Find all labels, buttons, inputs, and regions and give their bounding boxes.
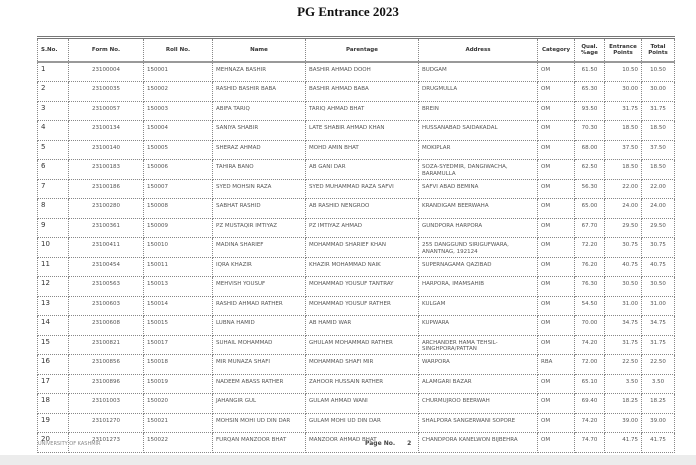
cell-address: SAFVI ABAD BEMINA — [419, 179, 538, 199]
cell-sno: 18 — [38, 394, 69, 414]
cell-entrance-points: 29.50 — [605, 218, 642, 238]
cell-parentage: AB HAMID WAR — [306, 316, 419, 336]
cell-form-no: 23100563 — [69, 277, 144, 297]
cell-address: SOZA-SYEDMIR, DANGIWACHA, BARAMULLA — [419, 160, 538, 180]
header-sno: S.No. — [38, 38, 69, 63]
cell-category: OM — [538, 199, 575, 219]
cell-qual-percentage: 56.30 — [575, 179, 605, 199]
cell-total-points: 30.50 — [642, 277, 675, 297]
cell-total-points: 22.50 — [642, 355, 675, 375]
cell-form-no: 23100186 — [69, 179, 144, 199]
cell-qual-percentage: 72.00 — [575, 355, 605, 375]
page-title: PG Entrance 2023 — [297, 4, 399, 19]
cell-form-no: 23100183 — [69, 160, 144, 180]
cell-total-points: 39.00 — [642, 413, 675, 433]
cell-sno: 20 — [38, 433, 69, 453]
cell-parentage: MOHD AMIN BHAT — [306, 140, 419, 160]
cell-total-points: 31.75 — [642, 101, 675, 121]
cell-address: HUSSANABAD SAIDAKADAL — [419, 121, 538, 141]
cell-total-points: 30.75 — [642, 238, 675, 258]
table-row — [38, 82, 675, 102]
cell-category: OM — [538, 394, 575, 414]
cell-sno: 13 — [38, 296, 69, 316]
cell-form-no: 23100821 — [69, 335, 144, 355]
cell-total-points: 30.00 — [642, 82, 675, 102]
cell-address: CHURMUJROO BEERWAH — [419, 394, 538, 414]
cell-roll-no: 150021 — [144, 413, 213, 433]
header-name: Name — [213, 38, 306, 63]
cell-form-no: 23100280 — [69, 199, 144, 219]
cell-form-no: 23101270 — [69, 413, 144, 433]
cell-address: BUDGAM — [419, 62, 538, 82]
cell-category: RBA — [538, 355, 575, 375]
cell-sno: 16 — [38, 355, 69, 375]
cell-total-points: 24.00 — [642, 199, 675, 219]
header-entrance-points: Entrance Points — [605, 38, 642, 63]
table-row — [38, 140, 675, 160]
cell-total-points: 3.50 — [642, 374, 675, 394]
footer-institution: UNIVERSITY OF KASHMIR — [38, 441, 101, 447]
cell-form-no: 23100856 — [69, 355, 144, 375]
cell-address: KRANDIGAM BEERWAHA — [419, 199, 538, 219]
cell-name: LUBNA HAMID — [213, 316, 306, 336]
cell-name: MEHNAZA BASHIR — [213, 62, 306, 82]
cell-category: OM — [538, 179, 575, 199]
header-category: Category — [538, 38, 575, 63]
cell-qual-percentage: 54.50 — [575, 296, 605, 316]
page-number-label — [365, 440, 411, 447]
cell-qual-percentage: 93.50 — [575, 101, 605, 121]
cell-name: SUHAIL MOHAMMAD — [213, 335, 306, 355]
cell-total-points: 29.50 — [642, 218, 675, 238]
cell-roll-no: 150002 — [144, 82, 213, 102]
cell-sno: 8 — [38, 199, 69, 219]
cell-name: IQRA KHAZIR — [213, 257, 306, 277]
page-number: 2 — [407, 440, 412, 447]
cell-address: ARCHANDER HAMA TEHSIL-SINGHPORA/PATTAN — [419, 335, 538, 355]
table-row — [38, 374, 675, 394]
cell-roll-no: 150017 — [144, 335, 213, 355]
cell-qual-percentage: 62.50 — [575, 160, 605, 180]
cell-entrance-points: 30.00 — [605, 82, 642, 102]
cell-address: MOKIPLAR — [419, 140, 538, 160]
cell-entrance-points: 18.25 — [605, 394, 642, 414]
cell-sno: 5 — [38, 140, 69, 160]
cell-category: OM — [538, 140, 575, 160]
cell-form-no: 23100035 — [69, 82, 144, 102]
cell-qual-percentage: 70.30 — [575, 121, 605, 141]
cell-name: TAHIRA BANO — [213, 160, 306, 180]
cell-total-points: 37.50 — [642, 140, 675, 160]
cell-address: SUPERNAGAMA QAZIBAD — [419, 257, 538, 277]
table-row — [38, 413, 675, 433]
cell-name: RASHID BASHIR BABA — [213, 82, 306, 102]
cell-name: PZ MUSTAQIR IMTIYAZ — [213, 218, 306, 238]
cell-address: SHALPORA SANGERWANI SOPORE — [419, 413, 538, 433]
header-address: Address — [419, 38, 538, 63]
cell-category: OM — [538, 316, 575, 336]
cell-roll-no: 150010 — [144, 238, 213, 258]
cell-qual-percentage: 76.20 — [575, 257, 605, 277]
cell-category: OM — [538, 82, 575, 102]
cell-roll-no: 150013 — [144, 277, 213, 297]
cell-form-no: 23100057 — [69, 101, 144, 121]
cell-entrance-points: 40.75 — [605, 257, 642, 277]
cell-qual-percentage: 70.00 — [575, 316, 605, 336]
cell-qual-percentage: 74.20 — [575, 413, 605, 433]
table-row — [38, 335, 675, 355]
cell-address: CHANDPORA KANELWON BIJBEHRA — [419, 433, 538, 453]
header-form-no: Form No. — [69, 38, 144, 63]
cell-parentage: MOHAMMAD SHARIEF KHAN — [306, 238, 419, 258]
cell-sno: 2 — [38, 82, 69, 102]
table-row — [38, 277, 675, 297]
cell-roll-no: 150011 — [144, 257, 213, 277]
cell-roll-no: 150018 — [144, 355, 213, 375]
cell-address: ALAMGARI BAZAR — [419, 374, 538, 394]
cell-parentage: MANZOOR AHMAD BHAT — [306, 433, 419, 453]
cell-category: OM — [538, 335, 575, 355]
cell-parentage: ZAHOOR HUSSAIN RATHER — [306, 374, 419, 394]
cell-entrance-points: 22.50 — [605, 355, 642, 375]
cell-total-points: 31.75 — [642, 335, 675, 355]
table-row — [38, 179, 675, 199]
table-row — [38, 355, 675, 375]
cell-entrance-points: 10.50 — [605, 62, 642, 82]
cell-qual-percentage: 74.20 — [575, 335, 605, 355]
table-row — [38, 218, 675, 238]
cell-name: JAHANGIR GUL — [213, 394, 306, 414]
cell-category: OM — [538, 296, 575, 316]
cell-sno: 9 — [38, 218, 69, 238]
cell-entrance-points: 41.75 — [605, 433, 642, 453]
cell-form-no: 23100004 — [69, 62, 144, 82]
cell-entrance-points: 24.00 — [605, 199, 642, 219]
table-row — [38, 62, 675, 82]
cell-address: KUPWARA — [419, 316, 538, 336]
cell-form-no: 23101003 — [69, 394, 144, 414]
cell-entrance-points: 18.50 — [605, 121, 642, 141]
cell-roll-no: 150022 — [144, 433, 213, 453]
cell-form-no: 23100603 — [69, 296, 144, 316]
cell-total-points: 18.50 — [642, 160, 675, 180]
cell-address: WARPORA — [419, 355, 538, 375]
cell-qual-percentage: 74.70 — [575, 433, 605, 453]
cell-address: 255 DANGGUND SIRIGUFWARA, ANANTNAG, 192124 — [419, 238, 538, 258]
cell-sno: 7 — [38, 179, 69, 199]
cell-category: OM — [538, 257, 575, 277]
cell-roll-no: 150009 — [144, 218, 213, 238]
cell-roll-no: 150005 — [144, 140, 213, 160]
cell-sno: 6 — [38, 160, 69, 180]
cell-form-no: 23100134 — [69, 121, 144, 141]
cell-category: OM — [538, 238, 575, 258]
header-roll-no: Roll No. — [144, 38, 213, 63]
cell-qual-percentage: 68.00 — [575, 140, 605, 160]
cell-total-points: 40.75 — [642, 257, 675, 277]
cell-parentage: KHAZIR MOHAMMAD NAIK — [306, 257, 419, 277]
cell-parentage: GHULAM MOHAMMAD RATHER — [306, 335, 419, 355]
cell-form-no: 23100608 — [69, 316, 144, 336]
cell-category: OM — [538, 160, 575, 180]
header-total-points: Total Points — [642, 38, 675, 63]
cell-parentage: LATE SHABIR AHMAD KHAN — [306, 121, 419, 141]
cell-name: SHERAZ AHMAD — [213, 140, 306, 160]
table-header-row — [38, 38, 675, 63]
cell-parentage: SYED MUHAMMAD RAZA SAFVI — [306, 179, 419, 199]
cell-parentage: TARIQ AHMAD BHAT — [306, 101, 419, 121]
cell-qual-percentage: 67.70 — [575, 218, 605, 238]
cell-total-points: 22.00 — [642, 179, 675, 199]
cell-parentage: BASHIR AHMAD BABA — [306, 82, 419, 102]
cell-category: OM — [538, 218, 575, 238]
cell-qual-percentage: 65.10 — [575, 374, 605, 394]
cell-form-no: 23101273 — [69, 433, 144, 453]
cell-entrance-points: 30.75 — [605, 238, 642, 258]
cell-address: DRUGMULLA — [419, 82, 538, 102]
header-parentage: Parentage — [306, 38, 419, 63]
cell-category: OM — [538, 62, 575, 82]
cell-sno: 17 — [38, 374, 69, 394]
cell-qual-percentage: 65.30 — [575, 82, 605, 102]
table-row — [38, 296, 675, 316]
cell-sno: 12 — [38, 277, 69, 297]
cell-roll-no: 150006 — [144, 160, 213, 180]
cell-category: OM — [538, 121, 575, 141]
cell-entrance-points: 22.00 — [605, 179, 642, 199]
table-row — [38, 101, 675, 121]
cell-sno: 4 — [38, 121, 69, 141]
results-table — [37, 36, 675, 453]
cell-sno: 15 — [38, 335, 69, 355]
cell-total-points: 34.75 — [642, 316, 675, 336]
cell-entrance-points: 37.50 — [605, 140, 642, 160]
cell-parentage: MOHAMMAD SHAFI MIR — [306, 355, 419, 375]
cell-name: SANIYA SHABIR — [213, 121, 306, 141]
cell-total-points: 41.75 — [642, 433, 675, 453]
cell-address: GUNDPORA HARPORA — [419, 218, 538, 238]
cell-name: RASHID AHMAD RATHER — [213, 296, 306, 316]
cell-address: BREIN — [419, 101, 538, 121]
cell-name: SABHAT RASHID — [213, 199, 306, 219]
cell-entrance-points: 3.50 — [605, 374, 642, 394]
header-qual-percentage: Qual. %age — [575, 38, 605, 63]
cell-name: MADINA SHARIEF — [213, 238, 306, 258]
cell-parentage: AB RASHID NENGROO — [306, 199, 419, 219]
cell-roll-no: 150003 — [144, 101, 213, 121]
cell-entrance-points: 18.50 — [605, 160, 642, 180]
cell-category: OM — [538, 277, 575, 297]
cell-parentage: AB GANI DAR — [306, 160, 419, 180]
cell-qual-percentage: 61.50 — [575, 62, 605, 82]
table-row — [38, 160, 675, 180]
cell-total-points: 18.25 — [642, 394, 675, 414]
cell-total-points: 10.50 — [642, 62, 675, 82]
cell-entrance-points: 30.50 — [605, 277, 642, 297]
cell-category: OM — [538, 413, 575, 433]
cell-name: SYED MOHSIN RAZA — [213, 179, 306, 199]
cell-entrance-points: 31.75 — [605, 101, 642, 121]
page-label: Page No. — [365, 440, 396, 447]
cell-qual-percentage: 76.30 — [575, 277, 605, 297]
cell-parentage: GULAM MOHI UD DIN DAR — [306, 413, 419, 433]
cell-roll-no: 150020 — [144, 394, 213, 414]
cell-form-no: 23100361 — [69, 218, 144, 238]
cell-roll-no: 150004 — [144, 121, 213, 141]
cell-parentage: BASHIR AHMAD DOOH — [306, 62, 419, 82]
cell-name: MIR MUNAZA SHAFI — [213, 355, 306, 375]
cell-entrance-points: 31.00 — [605, 296, 642, 316]
cell-address: HARPORA, IMAMSAHIB — [419, 277, 538, 297]
cell-category: OM — [538, 101, 575, 121]
cell-roll-no: 150019 — [144, 374, 213, 394]
cell-category: OM — [538, 374, 575, 394]
cell-total-points: 31.00 — [642, 296, 675, 316]
table-row — [38, 316, 675, 336]
cell-sno: 3 — [38, 101, 69, 121]
cell-total-points: 18.50 — [642, 121, 675, 141]
cell-roll-no: 150007 — [144, 179, 213, 199]
table-row — [38, 394, 675, 414]
table-row — [38, 121, 675, 141]
cell-name: FURQAN MANZOOR BHAT — [213, 433, 306, 453]
cell-form-no: 23100896 — [69, 374, 144, 394]
cell-entrance-points: 34.75 — [605, 316, 642, 336]
cell-address: KULGAM — [419, 296, 538, 316]
cell-roll-no: 150001 — [144, 62, 213, 82]
cell-parentage: MOHAMMAD YOUSUF TANTRAY — [306, 277, 419, 297]
cell-parentage: PZ IMTIYAZ AHMAD — [306, 218, 419, 238]
cell-form-no: 23100454 — [69, 257, 144, 277]
cell-parentage: GULAM AHMAD WANI — [306, 394, 419, 414]
cell-form-no: 23100411 — [69, 238, 144, 258]
cell-name: MEHVISH YOUSUF — [213, 277, 306, 297]
cell-sno: 11 — [38, 257, 69, 277]
cell-qual-percentage: 69.40 — [575, 394, 605, 414]
cell-parentage: MOHAMMAD YOUSUF RATHER — [306, 296, 419, 316]
cell-name: NADEEM ABASS RATHER — [213, 374, 306, 394]
cell-name: ABIFA TARIQ — [213, 101, 306, 121]
cell-form-no: 23100140 — [69, 140, 144, 160]
table-row — [38, 257, 675, 277]
cell-sno: 1 — [38, 62, 69, 82]
table-row — [38, 433, 675, 453]
cell-qual-percentage: 72.20 — [575, 238, 605, 258]
cell-sno: 10 — [38, 238, 69, 258]
cell-entrance-points: 39.00 — [605, 413, 642, 433]
cell-roll-no: 150014 — [144, 296, 213, 316]
cell-entrance-points: 31.75 — [605, 335, 642, 355]
cell-name: MOHSIN MOHI UD DIN DAR — [213, 413, 306, 433]
cell-qual-percentage: 65.00 — [575, 199, 605, 219]
cell-sno: 19 — [38, 413, 69, 433]
table-row — [38, 238, 675, 258]
cell-roll-no: 150008 — [144, 199, 213, 219]
table-row — [38, 199, 675, 219]
cell-sno: 14 — [38, 316, 69, 336]
cell-roll-no: 150015 — [144, 316, 213, 336]
cell-category: OM — [538, 433, 575, 453]
